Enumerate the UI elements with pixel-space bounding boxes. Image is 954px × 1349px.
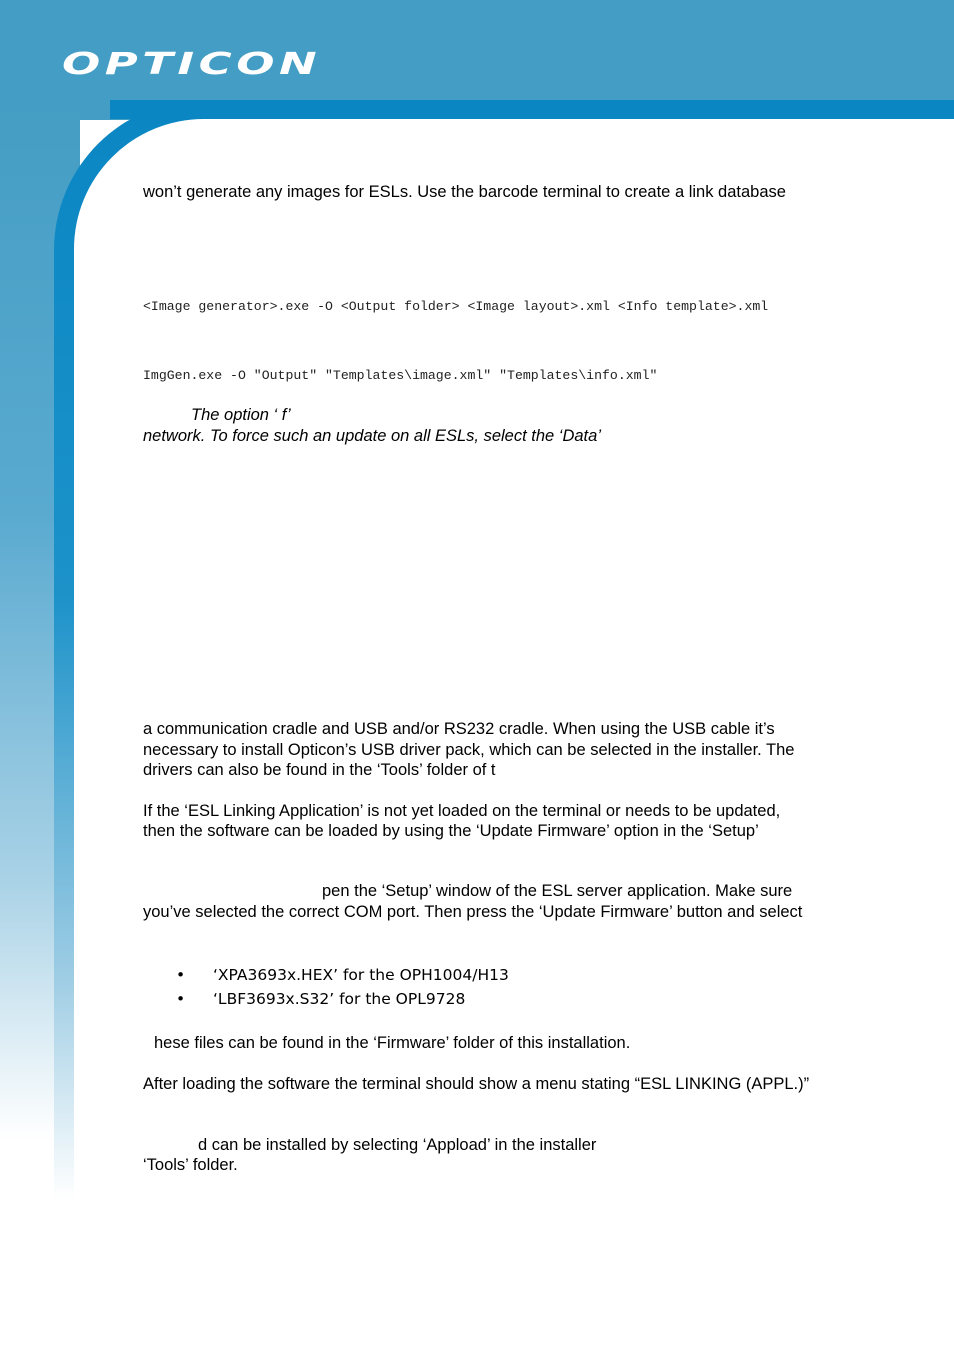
paragraph-appload-2: ‘Tools’ folder. bbox=[143, 1156, 238, 1174]
opticon-logo: OPTICON bbox=[62, 47, 322, 82]
paragraph-appload-1: d can be installed by selecting ‘Appload’ in the installer bbox=[198, 1136, 597, 1154]
paragraph-cradle-3: drivers can also be found in the ‘Tools’ folder of t bbox=[143, 761, 496, 779]
paragraph-menu: After loading the software the terminal should show a menu stating “ESL LINKING (APPL.)” bbox=[143, 1075, 810, 1093]
paragraph-cradle-2: necessary to install Opticon’s USB driver pack, which can be selected in the installer. The bbox=[143, 741, 795, 759]
paragraph-firmware: hese files can be found in the ‘Firmware’ folder of this installation. bbox=[154, 1034, 631, 1052]
list-item: • ‘XPA3693x.HEX’ for the OPH1004/H13 bbox=[176, 966, 509, 984]
paragraph-setup-2: you’ve selected the correct COM port. Then press the ‘Update Firmware’ button and select bbox=[143, 903, 803, 921]
paragraph-linking-1: If the ‘ESL Linking Application’ is not yet loaded on the terminal or needs to be updated, bbox=[143, 802, 781, 820]
note-line-1: The option ‘ f’ bbox=[191, 406, 291, 424]
command-syntax: <Image generator>.exe -O <Output folder> <Image layout>.xml <Info template>.xml bbox=[143, 299, 769, 314]
note-line-2: network. To force such an update on all ESLs, select the ‘Data’ bbox=[143, 427, 601, 445]
bullet-text: ‘LBF3693x.S32’ for the OPL9728 bbox=[213, 990, 466, 1008]
paragraph-linking-2: then the software can be loaded by using the ‘Update Firmware’ option in the ‘Setup’ bbox=[143, 822, 759, 840]
paragraph-cradle-1: a communication cradle and USB and/or RS232 cradle. When using the USB cable it’s bbox=[143, 720, 775, 738]
paragraph-intro: won’t generate any images for ESLs. Use the barcode terminal to create a link database bbox=[143, 183, 786, 201]
list-item: • ‘LBF3693x.S32’ for the OPL9728 bbox=[176, 990, 466, 1008]
paragraph-setup-1: pen the ‘Setup’ window of the ESL server application. Make sure bbox=[322, 882, 793, 900]
command-example: ImgGen.exe -O "Output" "Templates\image.xml" "Templates\info.xml" bbox=[143, 368, 658, 383]
bullet-text: ‘XPA3693x.HEX’ for the OPH1004/H13 bbox=[213, 966, 509, 984]
